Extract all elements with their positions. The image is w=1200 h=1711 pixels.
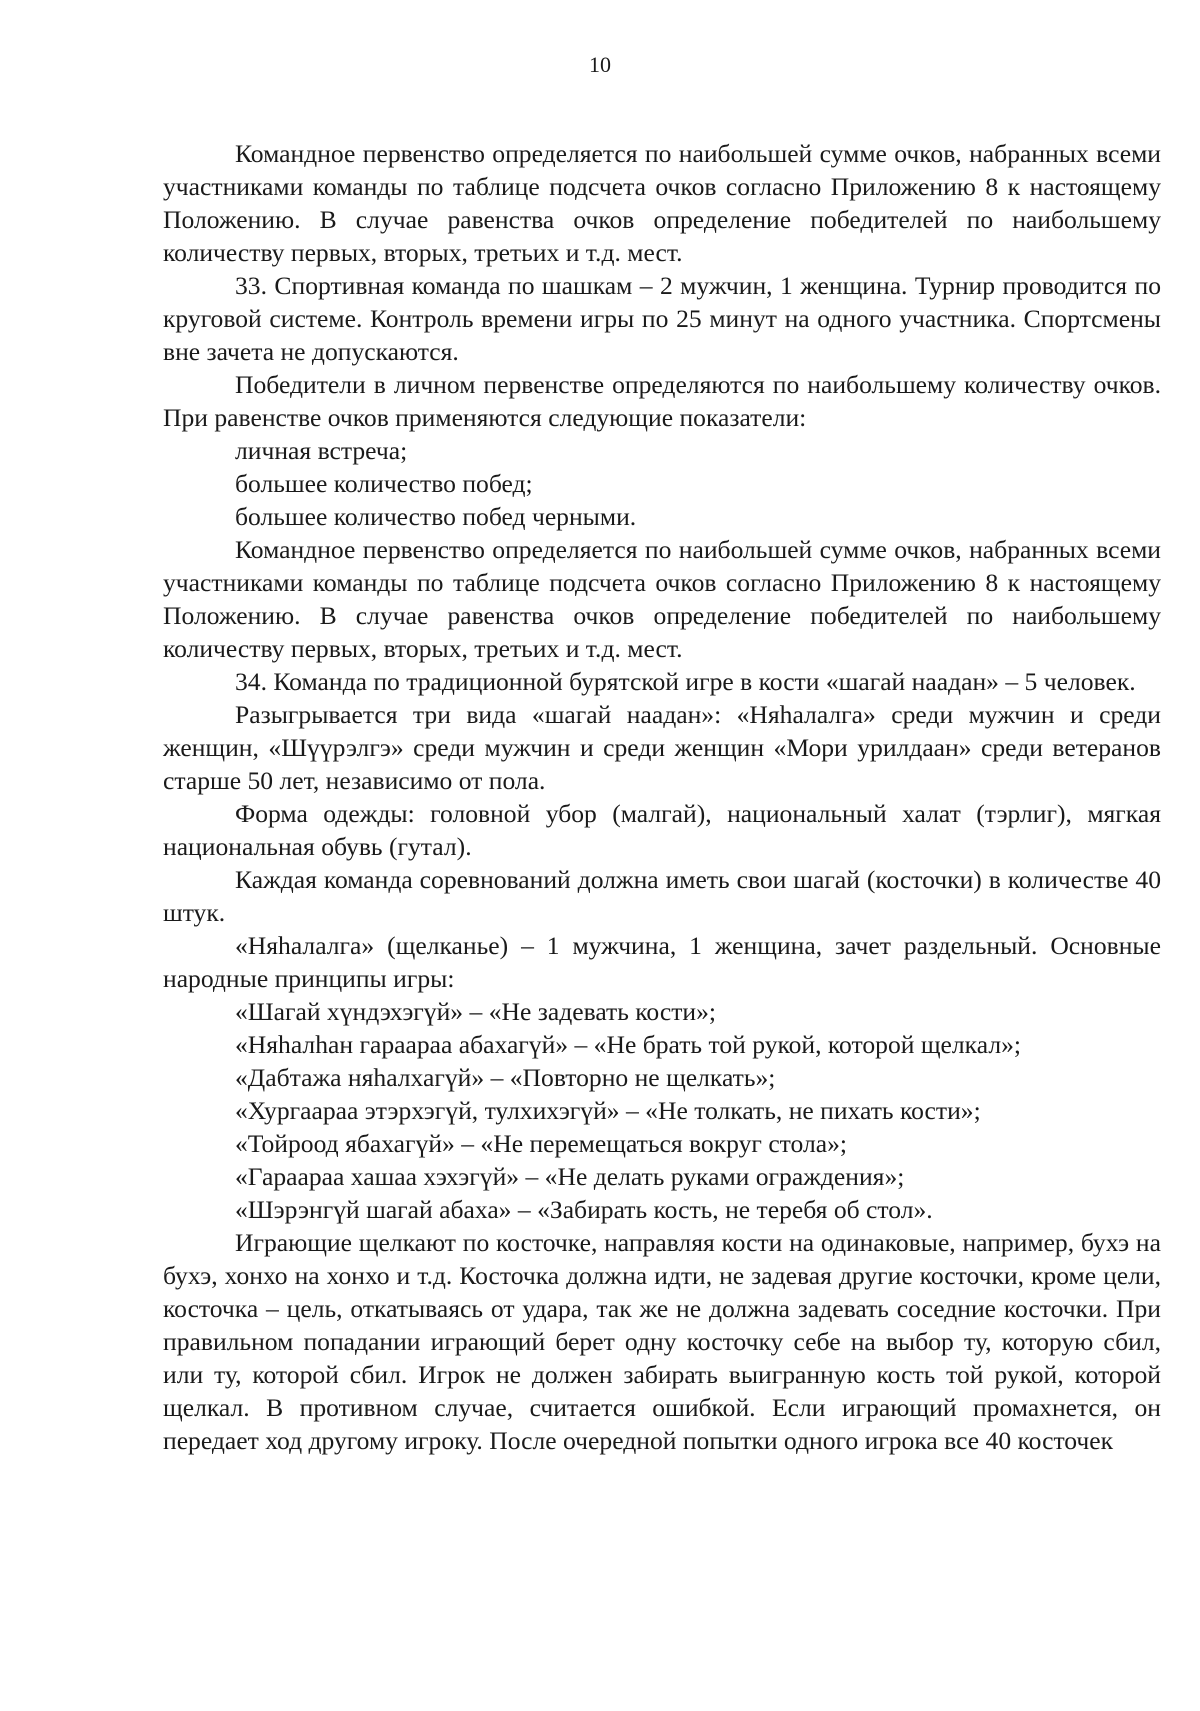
- list-item-tiebreak: большее количество побед черными.: [235, 502, 637, 531]
- paragraph-game-procedure: Играющие щелкают по косточке, направляя кости на одинаковые, например, бухэ на бухэ, хонхо на хонхо и т.д. Косточка должна идти, не задевая другие косточки, кроме цели, косточка – цель, откатываясь от удара, так же не должна задевать соседние косточки. При правильном попадании играющий берет одну косточку себе на выбор ту, которую сбил, или ту, которой сбил. Игрок не должен забирать выигранную кость той рукой, которой щелкал. В противном случае, считается ошибкой. Если играющий промахнется, он передает ход другому игроку. После очередной попытки одного игрока все 40 косточек: [163, 1228, 1161, 1455]
- list-item-rule: «Гараараа хашаа хэхэгүй» – «Не делать руками ограждения»;: [235, 1162, 905, 1191]
- list-item-rule: «Дабтажа няhалхагүй» – «Повторно не щелкать»;: [235, 1063, 776, 1092]
- list-item-tiebreak: личная встреча;: [235, 436, 408, 465]
- page-number: 10: [589, 52, 611, 77]
- paragraph-team-scoring: Командное первенство определяется по наибольшей сумме очков, набранных всеми участниками команды по таблице подсчета очков согласно Приложению 8 к настоящему Положению. В случае равенства очков определение победителей по наибольшему количеству первых, вторых, третьих и т.д. мест.: [163, 535, 1161, 663]
- paragraph-team-scoring: Командное первенство определяется по наибольшей сумме очков, набранных всеми участниками команды по таблице подсчета очков согласно Приложению 8 к настоящему Положению. В случае равенства очков определение победителей по наибольшему количеству первых, вторых, третьих и т.д. мест.: [163, 139, 1161, 267]
- list-item-rule: «Тойроод ябахагүй» – «Не перемещаться вокруг стола»;: [235, 1129, 848, 1158]
- paragraph-dress-code: Форма одежды: головной убор (малгай), национальный халат (тэрлиг), мягкая национальная обувь (гутал).: [163, 799, 1161, 861]
- paragraph-shagai-team: 34. Команда по традиционной бурятской игре в кости «шагай наадан» – 5 человек.: [235, 667, 1136, 696]
- list-item-rule: «Хургаараа этэрхэгүй, тулхихэгүй» – «Не толкать, не пихать кости»;: [235, 1096, 981, 1125]
- document-body: [163, 137, 1161, 1457]
- list-item-tiebreak: большее количество побед;: [235, 469, 533, 498]
- list-item-rule: «Шэрэнгүй шагай абаха» – «Забирать кость, не теребя об стол».: [235, 1195, 933, 1224]
- list-item-rule: «Няhалhан гараараа абахагүй» – «Не брать той рукой, которой щелкал»;: [235, 1030, 1021, 1059]
- list-item-rule: «Шагай хүндэхэгүй» – «Не задевать кости»;: [235, 997, 716, 1026]
- paragraph-shagai-kinds: Разыгрывается три вида «шагай наадан»: «Няhалалга» среди мужчин и среди женщин, «Шүүрэлгэ» среди мужчин и среди женщин «Мори урилдаан» среди ветеранов старше 50 лет, независимо от пола.: [163, 700, 1161, 795]
- paragraph-personal-winners: Победители в личном первенстве определяются по наибольшему количеству очков. При равенстве очков применяются следующие показатели:: [163, 370, 1161, 432]
- paragraph-nyahalalga: «Няhалалга» (щелканье) – 1 мужчина, 1 женщина, зачет раздельный. Основные народные принципы игры:: [163, 931, 1161, 993]
- paragraph-checkers-team: 33. Спортивная команда по шашкам – 2 мужчин, 1 женщина. Турнир проводится по круговой системе. Контроль времени игры по 25 минут на одного участника. Спортсмены вне зачета не допускаются.: [163, 271, 1161, 366]
- paragraph-bones-count: Каждая команда соревнований должна иметь свои шагай (косточки) в количестве 40 штук.: [163, 865, 1161, 927]
